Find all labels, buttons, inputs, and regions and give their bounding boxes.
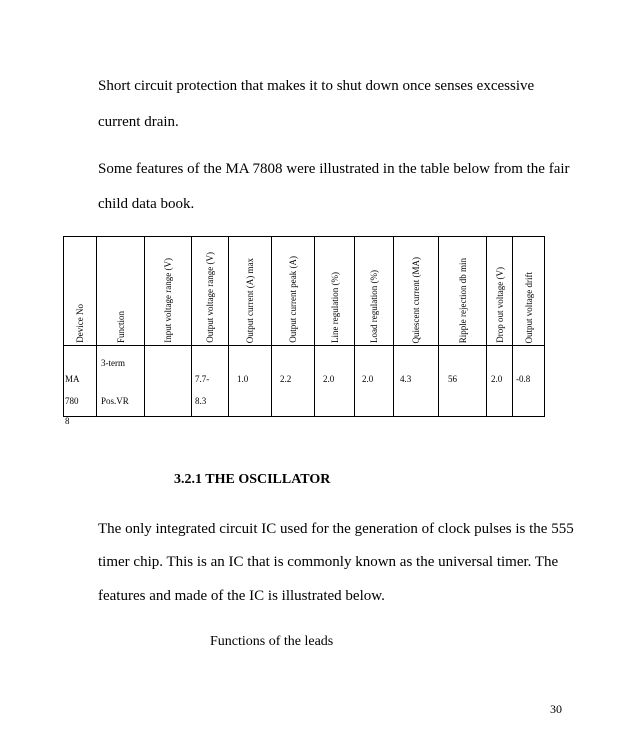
cell-quiescent-current: 4.3: [394, 346, 439, 417]
header-output-current-max: Output current (A) max: [229, 237, 272, 346]
cell-output-current-max: 1.0: [229, 346, 272, 417]
paragraph-line: current drain.: [98, 114, 179, 130]
caption: Functions of the leads: [210, 634, 334, 649]
specifications-table: [63, 236, 545, 426]
paragraph-line: Some features of the MA 7808 were illustrated in the table below from the fair: [98, 161, 570, 177]
header-line-regulation: Line regulation (%): [315, 237, 355, 346]
cell-line-regulation: 2.0: [315, 346, 355, 417]
table-row: [64, 346, 545, 417]
paragraph-line: features and made of the IC is illustrated below.: [98, 588, 385, 604]
page-number: 30: [550, 702, 562, 716]
cell-ripple-rejection: 56: [439, 346, 487, 417]
paragraph-line: timer chip. This is an IC that is commonly known as the universal timer. The: [98, 554, 559, 570]
cell-input-voltage-range: [145, 346, 192, 417]
header-output-current-peak: Output current peak (A): [272, 237, 315, 346]
header-drop-out-voltage: Drop out voltage (V): [487, 237, 513, 346]
section-heading: 3.2.1 THE OSCILLATOR: [174, 472, 331, 487]
header-device-no: Device No: [64, 237, 97, 346]
cell-function: 3-term Pos.VR: [97, 346, 145, 417]
cell-output-current-peak: 2.2: [272, 346, 315, 417]
header-quiescent-current: Quiescent current (MA): [394, 237, 439, 346]
header-load-regulation: Load regulation (%): [355, 237, 394, 346]
paragraph-line: The only integrated circuit IC used for the generation of clock pulses is the 555: [98, 521, 574, 537]
cell-load-regulation: 2.0: [355, 346, 394, 417]
cell-output-voltage-range: 7.7- 8.3: [192, 346, 229, 417]
header-input-voltage-range: Input voltage range (V): [145, 237, 192, 346]
cell-drop-out-voltage: 2.0: [487, 346, 513, 417]
header-output-voltage-drift: Output voltage drift: [513, 237, 545, 346]
paragraph-line: child data book.: [98, 196, 195, 212]
header-function: Function: [97, 237, 145, 346]
paragraph-line: Short circuit protection that makes it to shut down once senses excessive: [98, 78, 535, 94]
cell-output-voltage-drift: -0.8: [513, 346, 545, 417]
header-ripple-rejection: Ripple rejection db min: [439, 237, 487, 346]
header-output-voltage-range: Output voltage range (V): [192, 237, 229, 346]
table-header-row: [64, 237, 545, 346]
cell-device-no: MA 780 8: [64, 346, 97, 417]
